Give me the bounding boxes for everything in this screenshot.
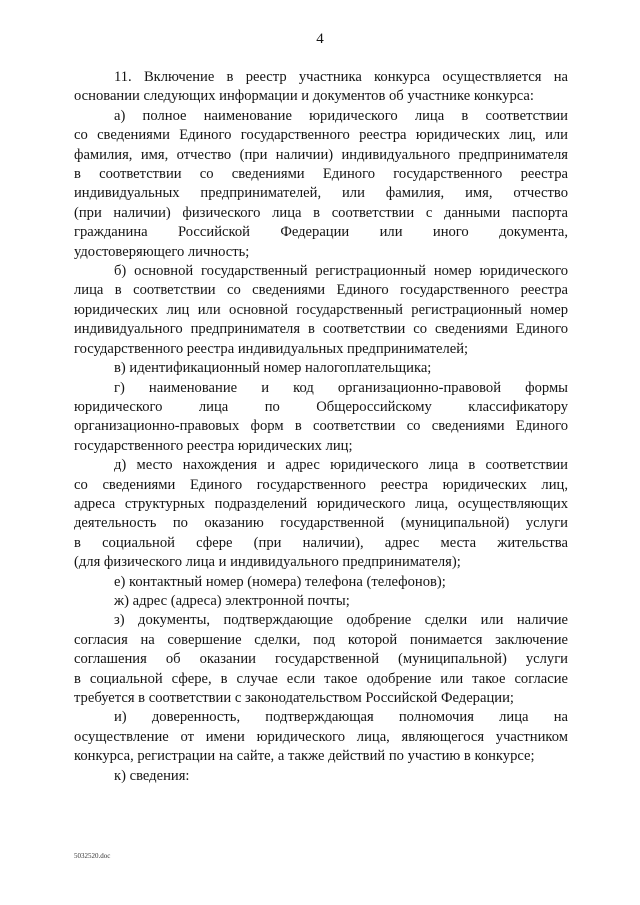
text-line: в) идентификационный номер налогоплательщика; (114, 360, 432, 377)
text-line: со сведениями Единого государственного реестра юридических лиц, или (74, 127, 568, 144)
paragraph-pa (74, 107, 568, 262)
text-line: осуществление от имени юридического лица, являющегося участником (74, 728, 568, 745)
text-line: а) полное наименование юридического лица в соответствии (114, 107, 568, 124)
paragraph-p11 (74, 68, 568, 107)
text-line: г) наименование и код организационно-правовой формы (114, 379, 568, 396)
text-line: удостоверяющего личность; (74, 243, 250, 260)
text-line: государственного реестра юридических лиц; (74, 437, 353, 454)
text-line: д) место нахождения и адрес юридического лица в соответствии (114, 457, 568, 474)
text-line: гражданина Российской Федерации или иного документа, (74, 224, 568, 241)
text-line: адреса структурных подразделений юридического лица, осуществляющих (74, 495, 568, 512)
text-line: 11. Включение в реестр участника конкурса осуществляется на (114, 69, 568, 85)
text-line: юридических лиц или основной государственный регистрационный номер (74, 301, 568, 318)
text-line: согласия на совершение сделки, под которой понимается заключение (74, 631, 568, 648)
text-line: соглашения об оказании государственной (муниципальной) услуги (74, 651, 568, 668)
text-line: в социальной сфере (при наличии), адрес места жительства (74, 534, 568, 551)
text-line: государственного реестра индивидуальных предпринимателей; (74, 340, 469, 357)
text-line: конкурса, регистрации на сайте, а также действий по участию в конкурсе; (74, 748, 535, 765)
paragraph-pv (74, 359, 568, 378)
text-line: з) документы, подтверждающие одобрение сделки или наличие (114, 612, 568, 629)
document-body (74, 68, 568, 786)
paragraph-pe (74, 573, 568, 592)
text-line: и) доверенность, подтверждающая полномочия лица на (114, 709, 568, 726)
text-line: е) контактный номер (номера) телефона (телефонов); (114, 573, 446, 590)
text-line: лица в соответствии со сведениями Единого государственного реестра (74, 282, 568, 299)
paragraph-pzh (74, 592, 568, 611)
text-line: ж) адрес (адреса) электронной почты; (114, 592, 350, 609)
text-line: в соответствии со сведениями Единого государственного реестра (74, 166, 568, 183)
paragraph-pg (74, 379, 568, 457)
paragraph-pk (74, 767, 568, 786)
text-line: организационно-правовых форм в соответствии со сведениями Единого (74, 418, 568, 435)
page-number: 4 (316, 31, 324, 47)
paragraph-pb (74, 262, 568, 359)
text-line: индивидуального предпринимателя в соответствии со сведениями Единого (74, 321, 568, 338)
text-line: (при наличии) физического лица в соответствии с данными паспорта (74, 204, 568, 221)
paragraph-pz (74, 611, 568, 708)
text-line: в социальной сфере, в случае если такое одобрение или такое согласие (74, 670, 568, 687)
text-line: юридического лица по Общероссийскому классификатору (74, 398, 568, 415)
text-line: индивидуальных предпринимателей, или фамилия, имя, отчество (74, 185, 568, 202)
text-line: фамилия, имя, отчество (при наличии) индивидуального предпринимателя (74, 146, 568, 163)
document-file-code: 5032520.doc (74, 852, 111, 860)
text-line: к) сведения: (114, 767, 190, 784)
text-line: б) основной государственный регистрационный номер юридического (114, 263, 568, 280)
paragraph-pd (74, 456, 568, 572)
text-line: (для физического лица и индивидуального предпринимателя); (74, 554, 461, 571)
text-line: деятельность по оказанию государственной (муниципальной) услуги (74, 515, 568, 532)
text-line: со сведениями Единого государственного реестра юридических лиц, (74, 476, 568, 493)
text-line: требуется в соответствии с законодательством Российской Федерации; (74, 690, 514, 706)
text-line: основании следующих информации и документов об участнике конкурса: (74, 88, 534, 105)
paragraph-pi (74, 708, 568, 766)
